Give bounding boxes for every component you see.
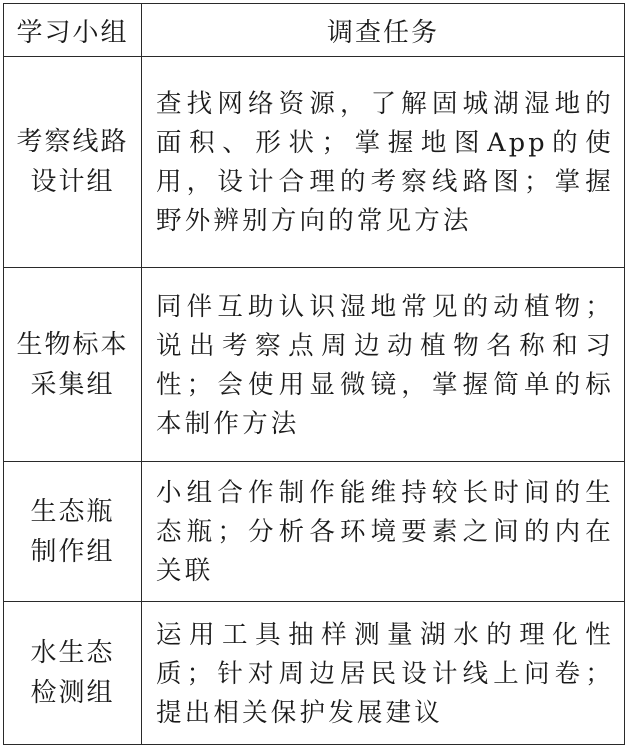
group-name-line: 制作组 bbox=[30, 536, 115, 567]
table-row bbox=[4, 462, 625, 602]
group-name-line: 采集组 bbox=[30, 369, 115, 400]
group-name-line: 水生态 bbox=[30, 638, 115, 668]
table-row bbox=[4, 57, 625, 268]
header-task: 调查任务 bbox=[142, 4, 625, 57]
table-row bbox=[4, 602, 625, 745]
group-name-cell bbox=[4, 268, 142, 462]
task-description-cell: 同伴互助认识湿地常见的动植物；说出考察点周边动植物名称和习性；会使用显微镜，掌握简单的标本制作方法 bbox=[142, 268, 625, 462]
group-name-line: 生物标本 bbox=[16, 329, 129, 360]
task-description-cell: 小组合作制作能维持较长时间的生态瓶；分析各环境要素之间的内在关联 bbox=[142, 462, 625, 602]
task-description-cell: 查找网络资源，了解固城湖湿地的面积、形状；掌握地图App的使用，设计合理的考察线路图；掌握野外辨别方向的常见方法 bbox=[142, 57, 625, 268]
header-group: 学习小组 bbox=[4, 4, 142, 57]
group-name-cell bbox=[4, 462, 142, 602]
table-header-row bbox=[4, 4, 625, 57]
group-name-line: 设计组 bbox=[30, 167, 115, 197]
group-name-line: 生态瓶 bbox=[30, 496, 115, 527]
group-name-line: 考察线路 bbox=[16, 127, 129, 157]
group-name-cell bbox=[4, 57, 142, 268]
group-name-cell bbox=[4, 602, 142, 745]
survey-task-table bbox=[3, 3, 625, 745]
task-description-cell: 运用工具抽样测量湖水的理化性质；针对周边居民设计线上问卷；提出相关保护发展建议 bbox=[142, 602, 625, 745]
table-row bbox=[4, 268, 625, 462]
group-name-line: 检测组 bbox=[30, 678, 115, 708]
